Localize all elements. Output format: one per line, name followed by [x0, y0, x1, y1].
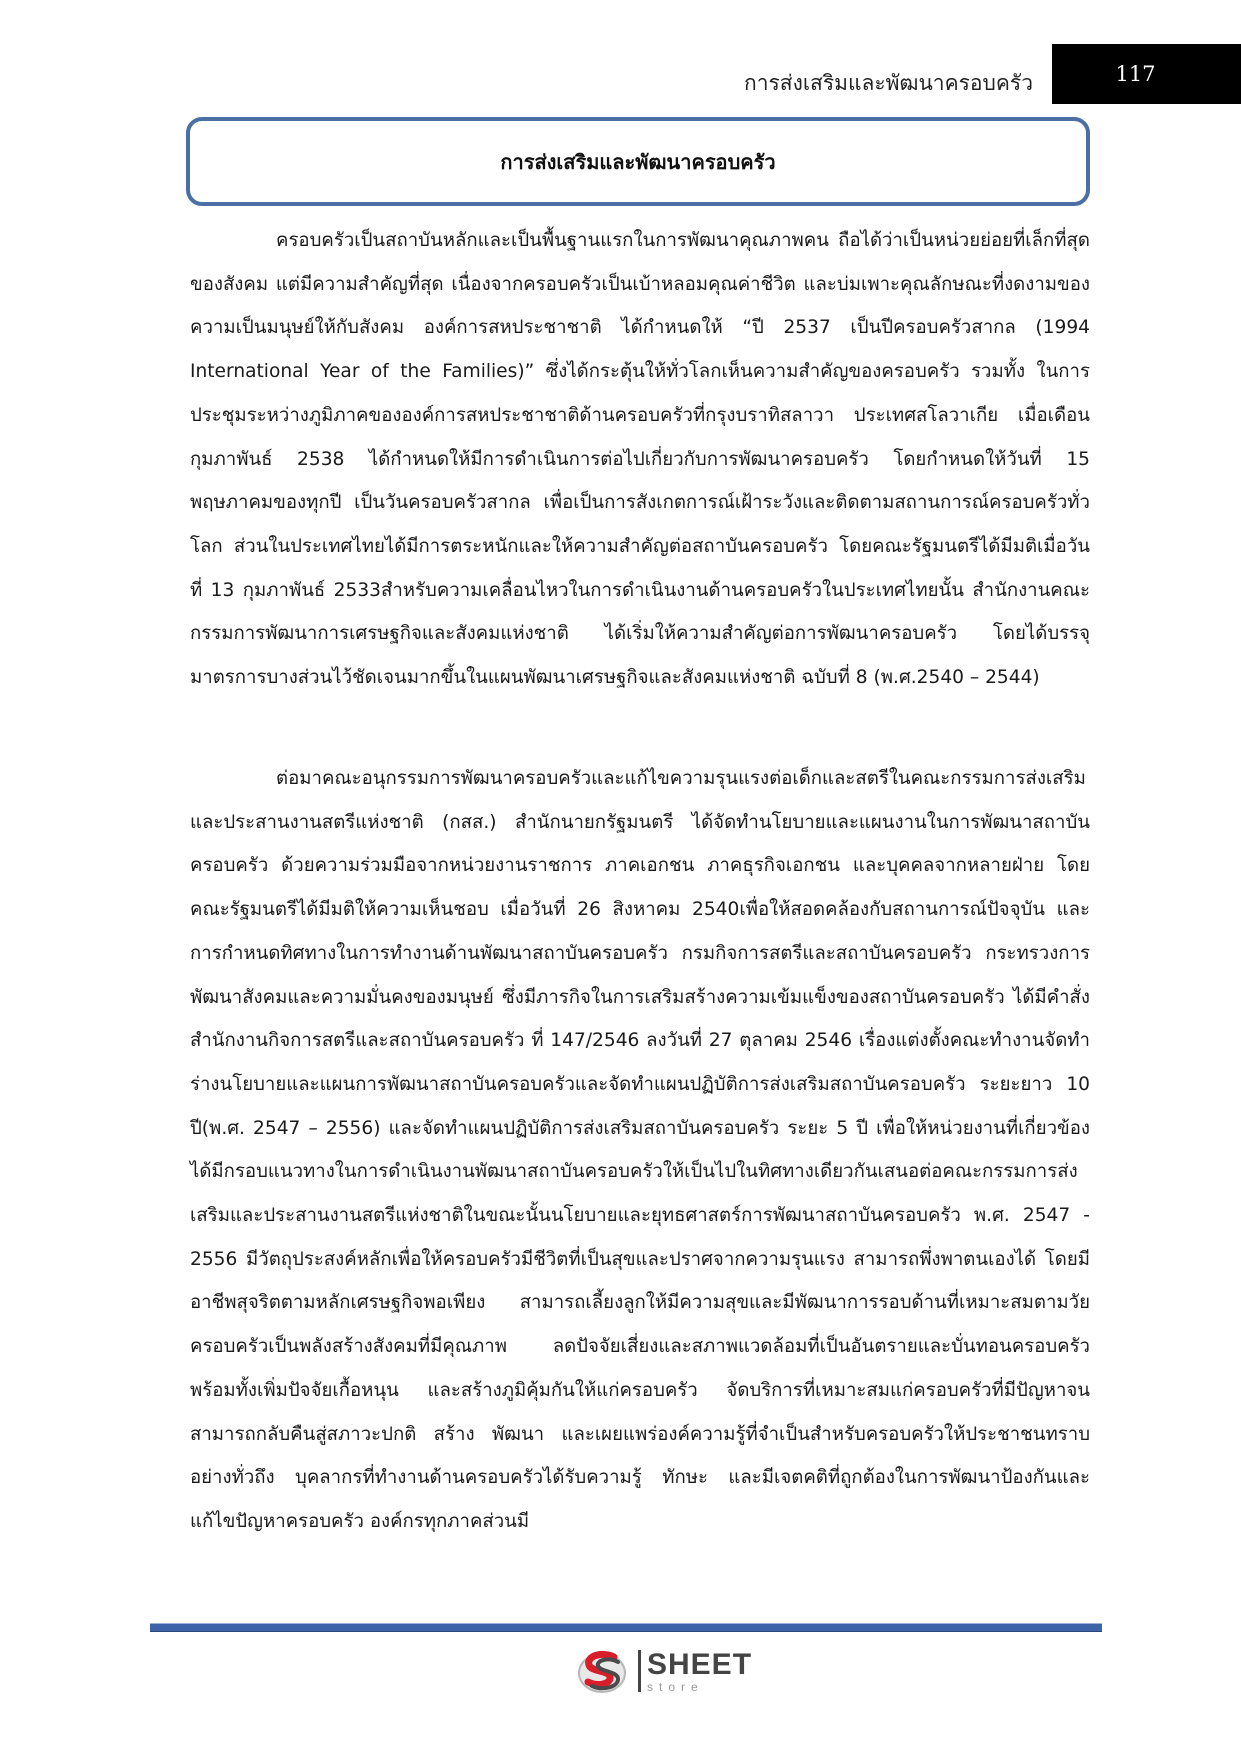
logo-text: SHEET [647, 1647, 753, 1681]
body-paragraph: ต่อมาคณะอนุกรรมการพัฒนาครอบครัวและแก้ไขความรุนแรงต่อเด็กและสตรีในคณะกรรมการส่งเสริมและประสานงานสตรีแห่งชาติ (กสส.) สำนักนายกรัฐมนตรี ได้จัดทำนโยบายและแผนงานในการพัฒนาสถาบันครอบครัว ด้วยความร่วมมือจากหน่วยงานราชการ ภาคเอกชน ภาคธุรกิจเอกชน และบุคคลจากหลายฝ่าย โดยคณะรัฐมนตรีได้มีมติให้ความเห็นชอบ เมื่อวันที่ 26 สิงหาคม 2540เพื่อให้สอดคล้องกับสถานการณ์ปัจจุบัน และการกำหนดทิศทางในการทำงานด้านพัฒนาสถาบันครอบครัว กรมกิจการสตรีและสถาบันครอบครัว กระทรวงการพัฒนาสังคมและความมั่นคงของมนุษย์ ซึ่งมีภารกิจในการเสริมสร้างความเข้มแข็งของสถาบันครอบครัว ได้มีคำสั่งสำนักงานกิจการสตรีและสถาบันครอบครัว ที่ 147/2546 ลงวันที่ 27 ตุลาคม 2546 เรื่องแต่งตั้งคณะทำงานจัดทำร่างนโยบายและแผนการพัฒนาสถาบันครอบครัวและจัดทำแผนปฏิบัติการส่งเสริมสถาบันครอบครัว ระยะยาว 10 ปี(พ.ศ. 2547 – 2556) และจัดทำแผนปฏิบัติการส่งเสริมสถาบันครอบครัว ระยะ 5 ปี เพื่อให้หน่วยงานที่เกี่ยวข้องได้มีกรอบแนวทางในการดำเนินงานพัฒนาสถาบันครอบครัวให้เป็นไปในทิศทางเดียวกันเสนอต่อคณะกรรมการส่งเสริมและประสานงานสตรีแห่งชาติในขณะนั้นนโยบายและยุทธศาสตร์การพัฒนาสถาบันครอบครัว พ.ศ. 2547 - 2556 มีวัตถุประสงค์หลักเพื่อให้ครอบครัวมีชีวิตที่เป็นสุขและปราศจากความรุนแรง สามารถพึ่งพาตนเองได้ โดยมีอาชีพสุจริตตามหลักเศรษฐกิจพอเพียง สามารถเลี้ยงลูกให้มีความสุขและมีพัฒนาการรอบด้านที่เหมาะสมตามวัยครอบครัวเป็นพลังสร้างสังคมที่มีคุณภาพ ลดปัจจัยเสี่ยงและสภาพแวดล้อมที่เป็นอันตรายและบั่นทอนครอบครัว พร้อมทั้งเพิ่มปัจจัยเกื้อหนุน และสร้างภูมิคุ้มกันให้แก่ครอบครัว จัดบริการที่เหมาะสมแก่ครอบครัวที่มีปัญหาจนสามารถกลับคืนสู่สภาวะปกติ สร้าง พัฒนา และเผยแพร่องค์ความรู้ที่จำเป็นสำหรับครอบครัวให้ประชาชนทราบอย่างทั่วถึง บุคลากรที่ทำงานด้านครอบครัวได้รับความรู้ ทักษะ และมีเจตคติที่ถูกต้องในการพัฒนาป้องกันและแก้ไขปัญหาครอบครัว องค์กรทุกภาคส่วนมี [190, 768, 1090, 1532]
section-title-box [186, 117, 1090, 206]
logo-separator [638, 1650, 641, 1692]
page-number-box [1052, 44, 1241, 104]
logo-subtext: store [647, 1679, 704, 1694]
footer-logo [576, 1646, 752, 1696]
chapter-title: การส่งเสริมและพัฒนาครอบครัว [743, 71, 1033, 95]
body-paragraph: ครอบครัวเป็นสถาบันหลักและเป็นพื้นฐานแรกในการพัฒนาคุณภาพคน ถือได้ว่าเป็นหน่วยย่อยที่เล็กที่สุดของสังคม แต่มีความสำคัญที่สุด เนื่องจากครอบครัวเป็นเบ้าหลอมคุณค่าชีวิต และบ่มเพาะคุณลักษณะที่งดงามของความเป็นมนุษย์ให้กับสังคม องค์การสหประชาชาติ ได้กำหนดให้ “ปี 2537 เป็นปีครอบครัวสากล (1994 International Year of the Families)” ซึ่งได้กระตุ้นให้ทั่วโลกเห็นความสำคัญของครอบครัว รวมทั้ง ในการประชุมระหว่างภูมิภาคขององค์การสหประชาชาติด้านครอบครัวที่กรุงบราทิสลาวา ประเทศสโลวาเกีย เมื่อเดือนกุมภาพันธ์ 2538 ได้กำหนดให้มีการดำเนินการต่อไปเกี่ยวกับการพัฒนาครอบครัว โดยกำหนดให้วันที่ 15 พฤษภาคมของทุกปี เป็นวันครอบครัวสากล เพื่อเป็นการสังเกตการณ์เฝ้าระวังและติดตามสถานการณ์ครอบครัวทั่วโลก ส่วนในประเทศไทยได้มีการตระหนักและให้ความสำคัญต่อสถาบันครอบครัว โดยคณะรัฐมนตรีได้มีมติเมื่อวันที่ 13 กุมภาพันธ์ 2533สำหรับความเคลื่อนไหวในการดำเนินงานด้านครอบครัวในประเทศไทยนั้น สำนักงานคณะกรรมการพัฒนาการเศรษฐกิจและสังคมแห่งชาติ ได้เริ่มให้ความสำคัญต่อการพัฒนาครอบครัว โดยได้บรรจุมาตรการบางส่วนไว้ชัดเจนมากขึ้นในแผนพัฒนาเศรษฐกิจและสังคมแห่งชาติ ฉบับที่ 8 (พ.ศ.2540 – 2544) [190, 230, 1090, 689]
footer-rule [150, 1623, 1102, 1632]
body-paragraph-block-1 [190, 219, 1090, 700]
sheet-store-logo-icon [576, 1646, 634, 1696]
page-number: 117 [1115, 62, 1156, 86]
section-title: การส่งเสริมและพัฒนาครอบครัว [500, 150, 776, 174]
body-paragraph-block-2 [190, 757, 1090, 1544]
logo-wordmark [647, 1647, 753, 1694]
